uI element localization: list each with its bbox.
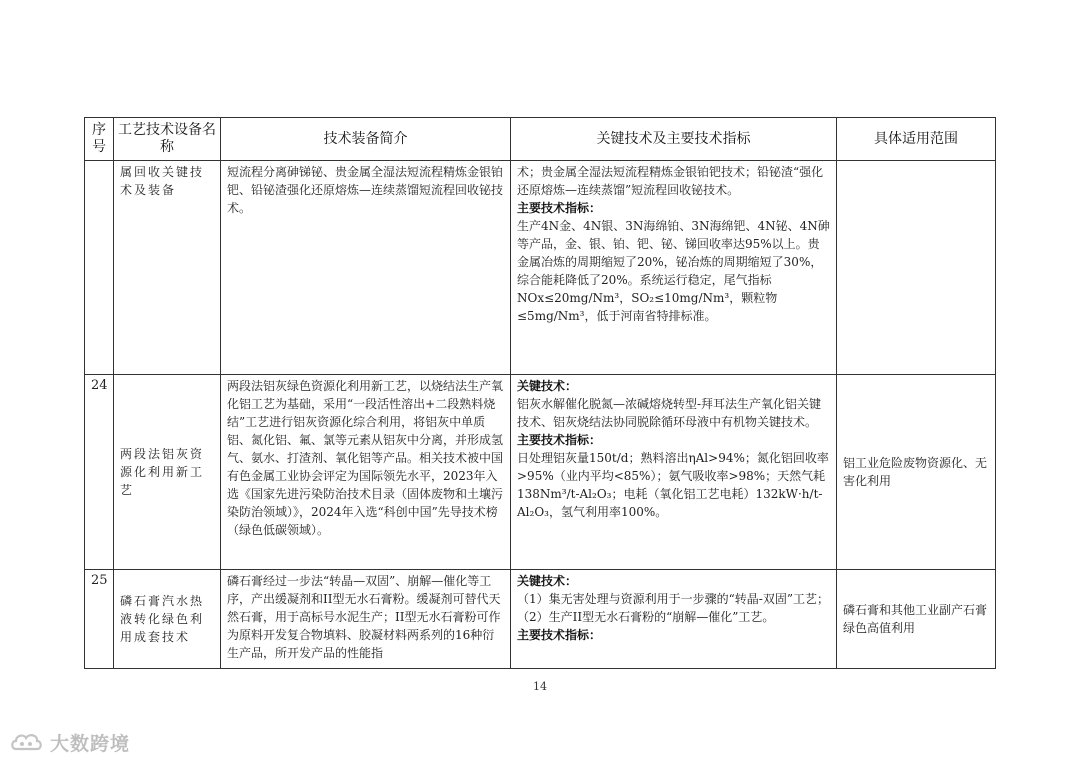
key-tech-heading: 关键技术： xyxy=(517,574,578,588)
table-row xyxy=(85,570,996,669)
row-scope: 磷石膏和其他工业副产石膏绿色高值利用 xyxy=(837,570,996,669)
row-key-tech xyxy=(511,161,837,375)
key-tech-text: 铝灰水解催化脱氮—浓碱熔烧转型-拜耳法生产氧化铝关键技术、铝灰烧结法协同脱除循环母液中有机物关键技术。 xyxy=(517,397,822,429)
key-tech-text: 生产4N金、4N银、3N海绵铂、3N海绵钯、4N铋、4N砷等产品，金、银、铂、钯、铋、锑回收率达95%以上。贵金属冶炼的周期缩短了20%，铋冶炼的周期缩短了30%，综合能耗降低了20%。系统运行稳定，尾气指标NOx≤20mg/Nm³，SO₂≤10mg/Nm³，颗粒物≤5mg/Nm³，低于河南省特排标准。 xyxy=(517,219,830,323)
key-tech-heading: 主要技术指标： xyxy=(517,201,602,215)
key-tech-text: （1）集无害处理与资源利用于一步骤的“转晶-双固”工艺；（2）生产II型无水石膏粉的“崩解—催化”工艺。 xyxy=(517,592,829,624)
row-name: 属回收关键技术及装备 xyxy=(114,161,221,375)
row-name: 磷石膏汽水热液转化绿色利用成套技术 xyxy=(114,570,221,669)
header-name: 工艺技术设备名称 xyxy=(114,118,221,161)
row-seq: 25 xyxy=(85,570,114,669)
cloud-logo-icon xyxy=(10,730,44,754)
row-name: 两段法铝灰资源化利用新工艺 xyxy=(114,375,221,570)
technology-table xyxy=(84,117,996,669)
row-seq: 24 xyxy=(85,375,114,570)
row-scope: 铝工业危险废物资源化、无害化利用 xyxy=(837,375,996,570)
header-scope: 具体适用范围 xyxy=(837,118,996,161)
header-intro: 技术装备简介 xyxy=(221,118,511,161)
page-number: 14 xyxy=(533,680,547,693)
row-intro: 两段法铝灰绿色资源化利用新工艺，以烧结法生产氧化铝工艺为基础，采用“一段活性溶出+二段熟料烧结”工艺进行铝灰资源化综合利用，将铝灰中单质铝、氮化铝、氟、氯等元素从铝灰中分离，并形成氢气、氨水、打渣剂、氧化铝等产品。相关技术被中国有色金属工业协会评定为国际领先水平，2023年入选《国家先进污染防治技术目录（固体废物和土壤污染防治领域）》，2024年入选“科创中国”先导技术榜（绿色低碳领域）。 xyxy=(221,375,511,570)
row-key-tech xyxy=(511,375,837,570)
header-seq: 序号 xyxy=(85,118,114,161)
row-key-tech xyxy=(511,570,837,669)
key-tech-heading: 主要技术指标： xyxy=(517,628,602,642)
key-tech-text: 日处理铝灰量150t/d；熟料溶出ηAl>94%；氮化铝回收率>95%（业内平均<85%）；氨气吸收率>98%；天然气耗138Nm³/t-Al₂O₃；电耗（氧化铝工艺电耗）132kW·h/t-Al₂O₃，氢气利用率100%。 xyxy=(517,451,829,519)
header-key-tech: 关键技术及主要技术指标 xyxy=(511,118,837,161)
row-intro: 短流程分离砷锑铋、贵金属全湿法短流程精炼金银铂钯、铅铋渣强化还原熔炼—连续蒸馏短流程回收铋技术。 xyxy=(221,161,511,375)
row-seq xyxy=(85,161,114,375)
watermark xyxy=(10,728,130,756)
key-tech-text: 术；贵金属全湿法短流程精炼金银铂钯技术；铅铋渣“强化还原熔炼—连续蒸馏”短流程回收铋技术。 xyxy=(517,165,824,197)
row-scope xyxy=(837,161,996,375)
table-header-row xyxy=(85,118,996,161)
table-row xyxy=(85,161,996,375)
table-row xyxy=(85,375,996,570)
key-tech-heading: 主要技术指标： xyxy=(517,433,602,447)
watermark-text: 大数跨境 xyxy=(50,732,131,755)
key-tech-heading: 关键技术： xyxy=(517,379,578,393)
row-intro: 磷石膏经过一步法“转晶—双固”、崩解—催化等工序，产出缓凝剂和II型无水石膏粉。缓凝剂可替代天然石膏，用于高标号水泥生产；II型无水石膏粉可作为原料开发复合物填料、胶凝材料两系列的16种衍生产品，所开发产品的性能指 xyxy=(221,570,511,669)
